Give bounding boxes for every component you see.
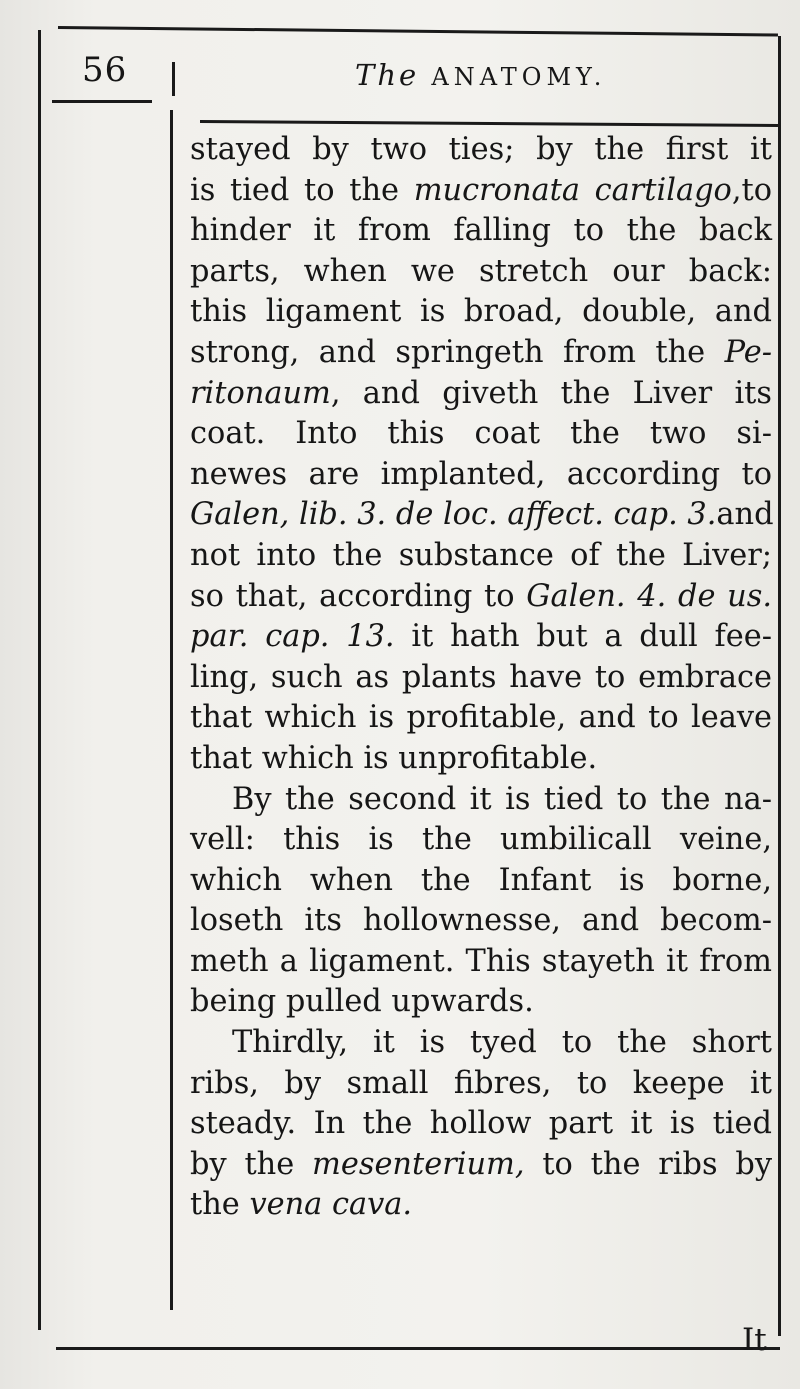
roman-run: to the ribs by [524,1146,772,1182]
italic-run: Pe- [724,334,772,370]
roman-run: , and giveth the Liver its [330,375,772,411]
text-line: By the second it is tied to the na- [232,781,772,817]
roman-run: is tied to the [190,172,414,208]
text-line: this ligament is broad, double, and [190,294,772,330]
text-line: not into the substance of the Liver; [190,537,772,573]
text-line: that which is profitable, and to leave [190,700,772,736]
text-line [190,1185,772,1226]
frame-bottom-rule [56,1347,780,1350]
text-line: meth a ligament. This stayeth it from [190,943,772,979]
text-line [190,495,772,536]
roman-run: the [190,1187,250,1223]
running-title-start: The [355,58,420,92]
text-line: stayed by two ties; by the first it [190,132,772,167]
italic-run: Galen. 4. de us. [526,578,772,614]
text-line: steady. In the hollow part it is tied [190,1106,772,1142]
text-line: parts, when we stretch our back: [190,253,772,289]
text-line: coat. Into this coat the two si- [190,416,772,452]
text-line [190,577,772,618]
italic-run: par. cap. 13. [190,619,395,655]
frame-right-rule [778,36,781,1336]
roman-run: and [716,497,774,533]
roman-run: strong, and springeth from the [190,334,725,370]
running-title-caps: ANATOMY. [431,63,607,91]
text-line [190,617,772,658]
frame-top-rule [58,26,778,37]
catchword: It [742,1322,767,1358]
header-underline-left [52,100,152,103]
text-line: loseth its hollownesse, and becom- [190,903,772,939]
body-text [190,130,772,1226]
running-title [355,58,606,92]
roman-run: ,to [731,172,773,208]
italic-run: mesenterium, [312,1146,525,1182]
text-line: that which is unprofitable. [190,740,598,776]
italic-run: ritonaum [190,375,331,411]
italic-run: vena cava. [249,1187,413,1223]
page-number: 56 [82,50,128,90]
italic-run: mucronata cartilago [413,172,732,208]
text-line: ribs, by small fibres, to keepe it [190,1065,772,1101]
roman-run: it hath but a dull fee- [394,619,772,655]
text-line [190,1145,772,1186]
text-line: being pulled upwards. [190,984,534,1020]
roman-run: so that, according to [190,578,527,614]
text-line: newes are implanted, according to [190,456,772,492]
margin-column-rule [170,110,173,1310]
text-line: ling, such as plants have to embrace [190,659,772,695]
italic-run: Galen, lib. 3. de loc. affect. cap. 3. [190,497,717,533]
text-line [190,374,772,415]
text-line: hinder it from falling to the back [190,213,772,249]
text-line [190,171,772,212]
header-underline-right [200,120,778,127]
text-line: which when the Infant is borne, [190,862,772,898]
text-line: Thirdly, it is tyed to the short [232,1025,772,1061]
roman-run: by the [190,1146,313,1182]
header-divider [172,62,175,96]
frame-left-rule [38,30,41,1330]
text-line: vell: this is the umbilicall veine, [190,822,772,858]
text-line [190,333,772,374]
